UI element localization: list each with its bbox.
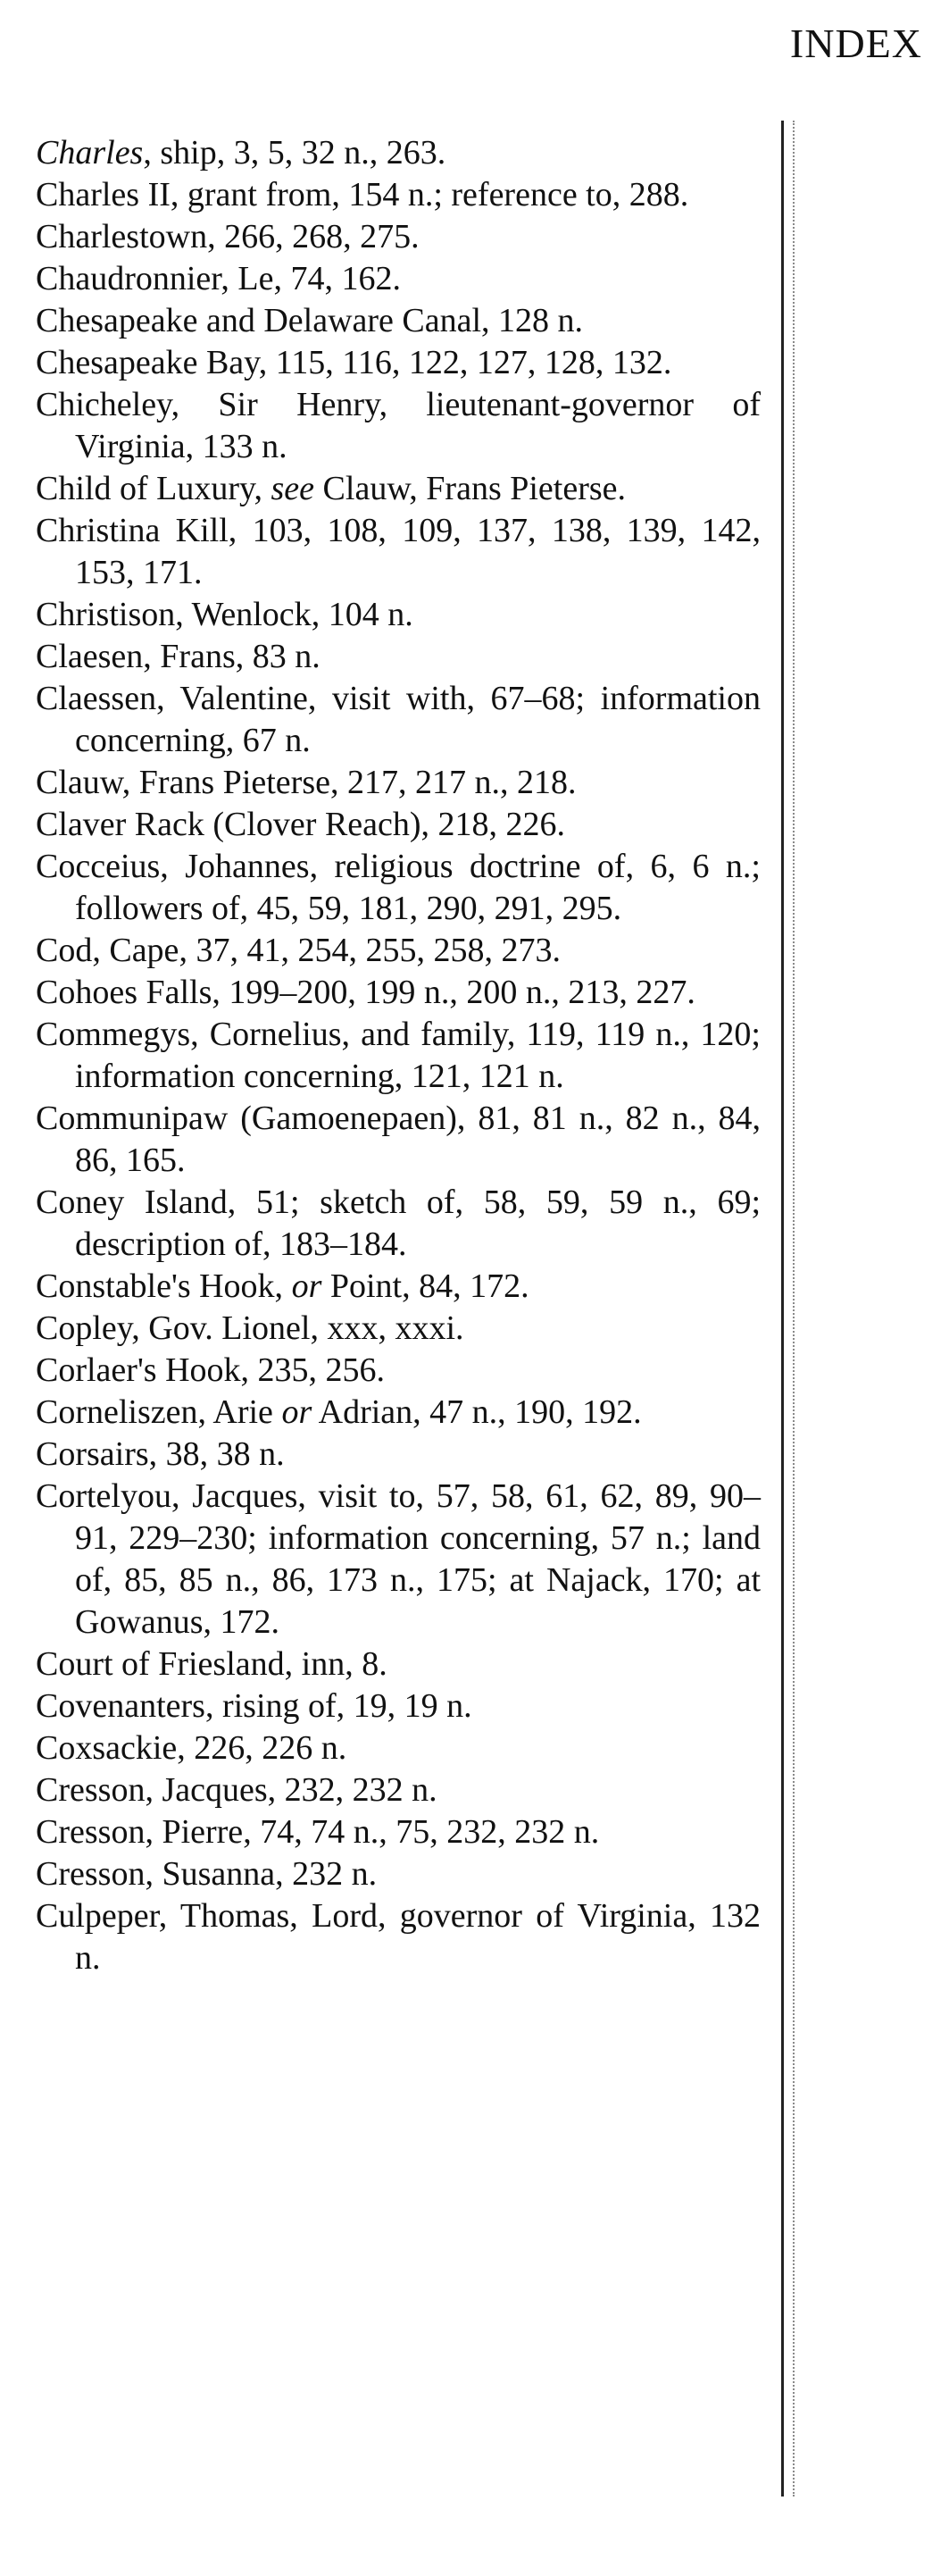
index-entry-references: , 103, 108, 109, 137, 138, 139, 142, 153, 171. — [75, 512, 761, 591]
index-entry-heading: Commegys, Cornelius, and family — [36, 1016, 507, 1053]
index-entry — [36, 678, 761, 762]
index-entry-references: , 38, 38 n. — [148, 1435, 285, 1473]
index-entry — [36, 1476, 761, 1643]
index-entry-heading: Claessen, Valentine — [36, 680, 308, 717]
index-entry — [36, 1350, 761, 1392]
index-entry-heading: Cohoes Falls — [36, 974, 212, 1011]
index-entry-heading: Cresson, Susanna — [36, 1855, 276, 1893]
index-entry-references: , — [254, 470, 271, 507]
index-entry-heading: Chesapeake and Delaware Canal — [36, 302, 482, 339]
index-entry — [36, 1727, 761, 1769]
index-entry-references: , 266, 268, 275. — [207, 218, 420, 255]
dotted-margin-rule — [793, 121, 795, 2497]
index-entry — [36, 594, 761, 636]
index-entry-heading: Chaudronnier, Le — [36, 260, 274, 297]
index-entry — [36, 636, 761, 678]
index-entry-heading: Claver Rack (Clover Reach) — [36, 806, 421, 843]
index-entry-references: , xxx, xxxi. — [310, 1309, 464, 1347]
index-entry-heading: Cod, Cape — [36, 932, 179, 969]
index-entry-references: , visit with, 67–68; information concerning, 67 n. — [75, 680, 761, 759]
index-entry-references: , 226, 226 n. — [177, 1729, 347, 1767]
index-entry-heading: Chesapeake Bay — [36, 344, 259, 381]
index-entry-references: , religious doctrine of, 6, 6 n.; followers of, 45, 59, 181, 290, 291, 295. — [75, 848, 761, 927]
index-entry-references: , 83 n. — [235, 638, 320, 675]
index-entry-heading: Corsairs — [36, 1435, 149, 1473]
index-entry — [36, 1853, 761, 1895]
index-entry-heading: Corneliszen, Arie — [36, 1393, 282, 1431]
index-entry-references: Point, 84, 172. — [321, 1267, 529, 1305]
index-entry-references: , 51; sketch of, 58, 59, 59 n., 69; description of, 183–184. — [75, 1183, 762, 1263]
index-entry-references: , 104 n. — [311, 596, 413, 633]
index-entry — [36, 1392, 761, 1434]
index-entry — [36, 300, 761, 342]
index-entry-heading: Charles — [36, 134, 144, 171]
index-entry-references: , 217, 217 n., 218. — [329, 764, 577, 801]
index-entry-heading: Charles II — [36, 176, 171, 213]
index-entry-references: Adrian, 47 n., 190, 192. — [312, 1393, 642, 1431]
index-entry — [36, 1014, 761, 1098]
index-entry-cross-word: or — [281, 1393, 312, 1431]
index-entry — [36, 846, 761, 930]
index-entry-cross-word: or — [291, 1267, 322, 1305]
index-entry-references: , 232, 232 n. — [267, 1771, 437, 1809]
column-rule — [781, 121, 784, 2497]
index-entry-heading: Chicheley, Sir Henry — [36, 386, 379, 423]
index-entry-references: , 235, 256. — [240, 1351, 386, 1389]
index-entry-references: , 128 n. — [481, 302, 584, 339]
index-entry-heading: Clauw, Frans Pieterse — [36, 764, 330, 801]
index-entry-references: , 81, 81 n., 82 n., 84, 86, 165. — [75, 1100, 762, 1179]
index-entry-cross-word: see — [271, 470, 315, 507]
index-entry-heading: Cocceius, Johannes — [36, 848, 310, 885]
index-entry-heading: Coxsackie — [36, 1729, 178, 1767]
index-entry-heading: Court of Friesland — [36, 1645, 285, 1683]
index-entry-references: , visit to, 57, 58, 61, 62, 89, 90–91, 229–230; information concerning, 57 n.; land of, 85, 85 n., 86, 173 n., 175; at Najack, 170; at Gowanus, 172. — [75, 1477, 761, 1641]
index-entry-heading: Coney Island — [36, 1183, 228, 1221]
index-entry-references: , lieutenant-governor of Virginia, 133 n. — [75, 386, 761, 465]
index-entry — [36, 1643, 761, 1685]
index-entry — [36, 1098, 761, 1182]
index-entry-heading: Cortelyou, Jacques — [36, 1477, 298, 1515]
index-entry-references: , 37, 41, 254, 255, 258, 273. — [179, 932, 561, 969]
index-entry — [36, 1895, 761, 1979]
index-entry-heading: Constable's Hook, — [36, 1267, 292, 1305]
index-entry — [36, 174, 761, 216]
index-entry-references: , 218, 226. — [420, 806, 566, 843]
index-entry-heading: Copley, Gov. Lionel — [36, 1309, 311, 1347]
index-entry — [36, 762, 761, 804]
index-entry-references: Clauw, Frans Pieterse. — [314, 470, 627, 507]
index-entry-heading: Communipaw (Gamoenepaen) — [36, 1100, 457, 1137]
index-entry — [36, 468, 761, 510]
index-entry-references: , 74, 162. — [273, 260, 402, 297]
index-entry-heading: Christison, Wenlock — [36, 596, 312, 633]
index-entry — [36, 972, 761, 1014]
index-entry — [36, 1182, 761, 1266]
index-entry-references: , 119, 119 n., 120; information concerning, 121, 121 n. — [75, 1016, 761, 1095]
index-entry — [36, 1434, 761, 1476]
index-entry-heading: Charlestown — [36, 218, 208, 255]
index-entry-heading: Child of Luxury — [36, 470, 254, 507]
index-entry — [36, 132, 761, 174]
index-entry-references: , 74, 74 n., 75, 232, 232 n. — [243, 1813, 600, 1851]
index-entry — [36, 1685, 761, 1727]
index-entry — [36, 930, 761, 972]
index-entry-heading: Culpeper, Thomas, Lord — [36, 1897, 378, 1935]
index-entry — [36, 804, 761, 846]
index-entry-heading: Corlaer's Hook — [36, 1351, 241, 1389]
index-entry-references: , grant from, 154 n.; reference to, 288. — [170, 176, 689, 213]
index-entry-references: , rising of, 19, 19 n. — [204, 1687, 472, 1725]
index-entry-heading: Claesen, Frans — [36, 638, 236, 675]
index-entry-references: , inn, 8. — [284, 1645, 387, 1683]
index-entry — [36, 1266, 761, 1308]
index-entry-references: , 115, 116, 122, 127, 128, 132. — [258, 344, 672, 381]
index-entry — [36, 1811, 761, 1853]
index-entry-heading: Covenanters — [36, 1687, 205, 1725]
index-entry-heading: Cresson, Jacques — [36, 1771, 268, 1809]
index-entry — [36, 384, 761, 468]
index-entry-references: , 199–200, 199 n., 200 n., 213, 227. — [212, 974, 695, 1011]
index-entry — [36, 1308, 761, 1350]
index-entry-heading: Cresson, Pierre — [36, 1813, 244, 1851]
index-entry-references: , ship, 3, 5, 32 n., 263. — [143, 134, 446, 171]
index-entry-references: , governor of Virginia, 132 n. — [75, 1897, 762, 1977]
index-entry-heading: Christina Kill — [36, 512, 229, 549]
index-entry-list — [36, 132, 761, 1979]
index-entry — [36, 258, 761, 300]
index-entry — [36, 1769, 761, 1811]
index-entry — [36, 342, 761, 384]
index-entry — [36, 510, 761, 594]
page-title: INDEX — [789, 21, 922, 66]
index-entry — [36, 216, 761, 258]
index-entry-references: , 232 n. — [275, 1855, 378, 1893]
